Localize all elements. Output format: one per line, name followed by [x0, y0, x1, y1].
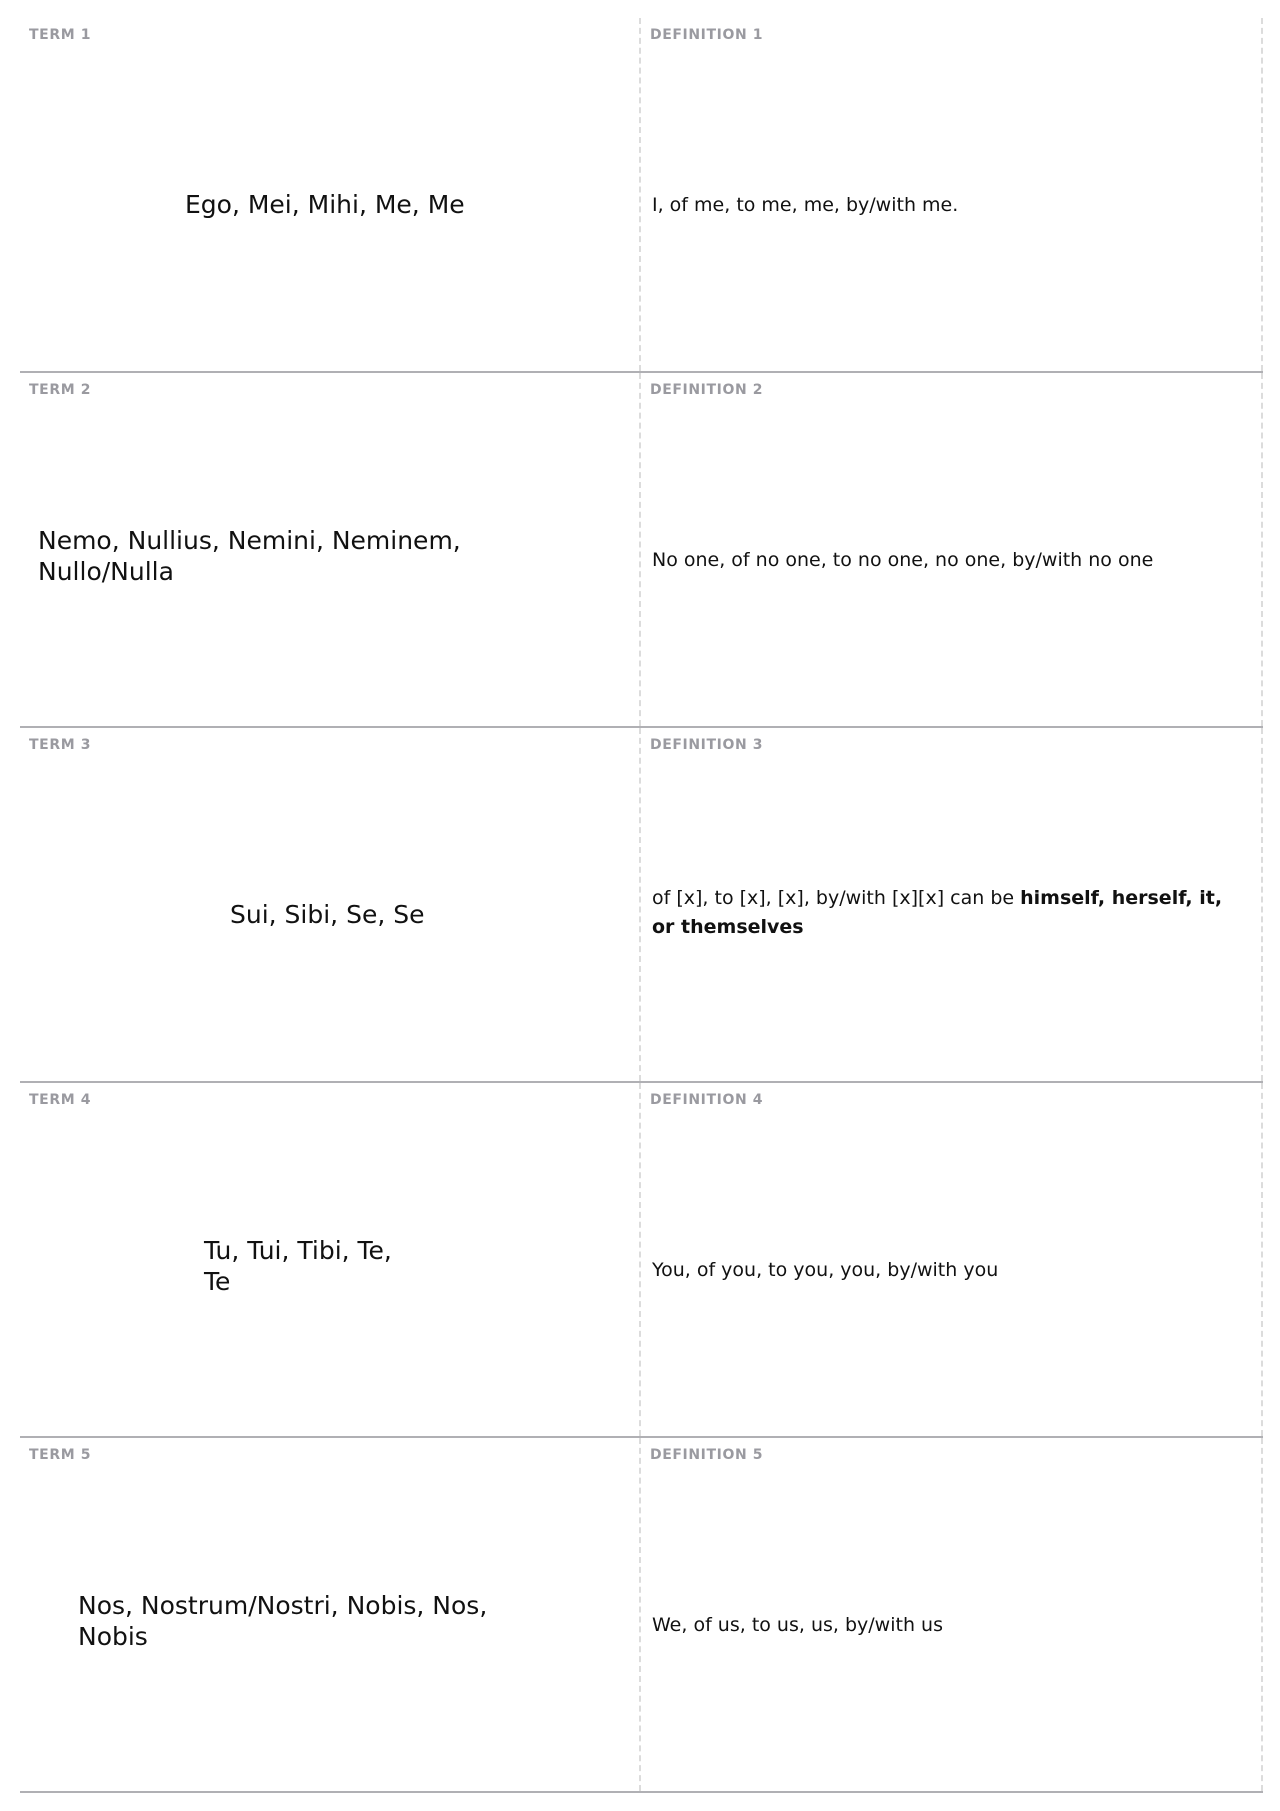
term-text-line-2: Nobis [78, 1622, 148, 1651]
term-label: TERM 2 [29, 382, 92, 398]
definition-cell-4 [641, 1083, 1263, 1436]
term-label: TERM 3 [29, 737, 92, 753]
definition-text [652, 884, 1241, 942]
flashcard-row-1 [20, 18, 1263, 373]
definition-cell-3 [641, 728, 1263, 1081]
term-text-line-1: Tu, Tui, Tibi, Te, [204, 1236, 392, 1265]
definition-label: DEFINITION 2 [650, 382, 764, 398]
term-label: TERM 5 [29, 1447, 92, 1463]
definition-label: DEFINITION 3 [650, 737, 764, 753]
term-cell-3 [20, 728, 641, 1081]
definition-text: You, of you, to you, you, by/with you [652, 1259, 999, 1281]
definition-label: DEFINITION 5 [650, 1447, 764, 1463]
definition-cell-2 [641, 373, 1263, 726]
definition-text: I, of me, to me, me, by/with me. [652, 194, 959, 216]
flashcard-row-3 [20, 728, 1263, 1083]
flashcard-row-5 [20, 1438, 1263, 1793]
definition-text-bold: himself, herself, it, or themselves [652, 887, 1223, 938]
term-label: TERM 4 [29, 1092, 92, 1108]
flashcard-row-2 [20, 373, 1263, 728]
definition-text: We, of us, to us, us, by/with us [652, 1614, 943, 1636]
term-text [204, 1235, 392, 1297]
definition-label: DEFINITION 4 [650, 1092, 764, 1108]
term-cell-1 [20, 18, 641, 371]
term-cell-2 [20, 373, 641, 726]
term-text [78, 1590, 487, 1652]
flashcard-sheet [20, 18, 1263, 1793]
term-cell-4 [20, 1083, 641, 1436]
definition-text-plain: of [x], to [x], [x], by/with [x][x] can be [652, 887, 1021, 909]
flashcard-row-4 [20, 1083, 1263, 1438]
term-text [38, 525, 461, 587]
term-text-line-1: Nos, Nostrum/Nostri, Nobis, Nos, [78, 1591, 488, 1620]
definition-cell-1 [641, 18, 1263, 371]
definition-label: DEFINITION 1 [650, 27, 764, 43]
definition-text: No one, of no one, to no one, no one, by/with no one [652, 549, 1154, 571]
term-text: Ego, Mei, Mihi, Me, Me [185, 190, 465, 219]
definition-cell-5 [641, 1438, 1263, 1791]
term-text-line-2: Te [204, 1267, 231, 1296]
term-text-line-1: Nemo, Nullius, Nemini, Neminem, [38, 526, 461, 555]
term-text: Sui, Sibi, Se, Se [230, 900, 425, 929]
term-label: TERM 1 [29, 27, 92, 43]
term-text-line-2: Nullo/Nulla [38, 557, 174, 586]
term-cell-5 [20, 1438, 641, 1791]
